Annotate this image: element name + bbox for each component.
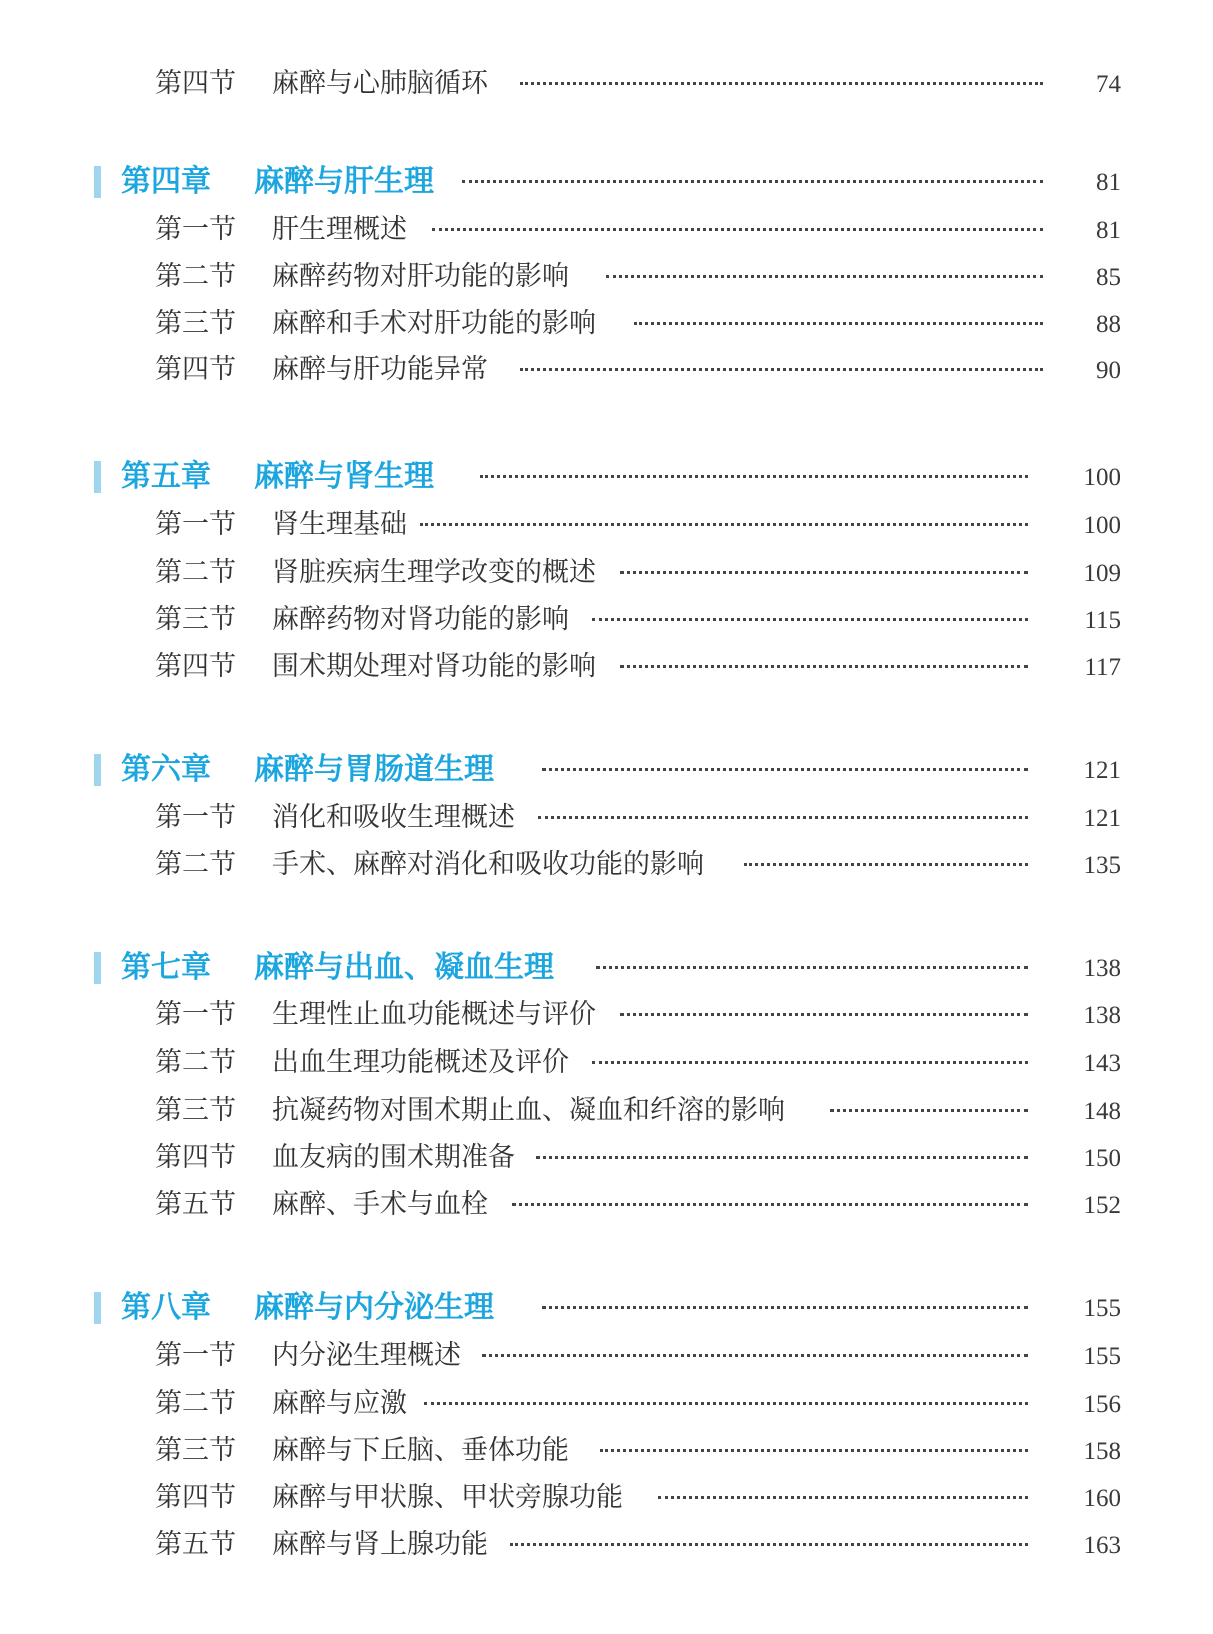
toc-section-entry[interactable] [0,645,1213,689]
section-number: 第一节 [155,1340,236,1371]
toc-section-entry[interactable] [0,1382,1213,1426]
page-number: 155 [1083,1343,1121,1370]
toc-section-entry[interactable] [0,993,1213,1037]
chapter-number: 第五章 [121,459,211,494]
page-number: 160 [1083,1485,1121,1512]
page-number: 90 [1096,357,1121,384]
chapter-number: 第七章 [121,950,211,985]
dot-leader [520,82,1043,85]
section-number: 第四节 [155,68,236,99]
toc-chapter-entry[interactable] [0,160,1213,204]
dot-leader [592,1061,1028,1064]
dot-leader [542,768,1028,771]
section-title: 麻醉与应激 [272,1388,407,1419]
toc-section-entry[interactable] [0,1476,1213,1520]
dot-leader [536,1156,1028,1159]
page-number: 156 [1083,1391,1121,1418]
chapter-marker-bar [94,952,101,984]
section-title: 麻醉与心肺脑循环 [272,68,488,99]
toc-section-entry[interactable] [0,1136,1213,1180]
toc-section-entry[interactable] [0,1041,1213,1085]
page-number: 121 [1083,805,1121,832]
section-number: 第二节 [155,1388,236,1419]
toc-chapter-entry[interactable] [0,455,1213,499]
page-number: 155 [1083,1295,1121,1322]
chapter-marker-bar [94,166,101,198]
toc-section-entry[interactable] [0,1089,1213,1133]
toc-section-entry[interactable] [0,1429,1213,1473]
page-number: 138 [1083,1002,1121,1029]
section-title: 麻醉、手术与血栓 [272,1189,488,1220]
section-title: 麻醉与肾上腺功能 [272,1529,488,1560]
page-number: 74 [1096,71,1121,98]
page-number: 152 [1083,1192,1121,1219]
dot-leader [830,1109,1028,1112]
section-title: 生理性止血功能概述与评价 [272,999,596,1030]
chapter-title: 麻醉与肾生理 [254,459,434,494]
dot-leader [480,475,1028,478]
toc-chapter-entry[interactable] [0,1286,1213,1330]
page-number: 143 [1083,1050,1121,1077]
page-number: 88 [1096,311,1121,338]
dot-leader [462,180,1043,183]
dot-leader [658,1496,1028,1499]
section-title: 肾生理基础 [272,509,407,540]
page-number: 100 [1083,512,1121,539]
dot-leader [538,816,1028,819]
chapter-title: 麻醉与出血、凝血生理 [254,950,554,985]
section-number: 第二节 [155,261,236,292]
dot-leader [596,966,1028,969]
section-number: 第四节 [155,1482,236,1513]
dot-leader [634,322,1043,325]
page-number: 148 [1083,1098,1121,1125]
dot-leader [620,1013,1028,1016]
toc-section-entry[interactable] [0,503,1213,547]
toc-section-entry[interactable] [0,348,1213,392]
section-number: 第三节 [155,604,236,635]
section-number: 第五节 [155,1529,236,1560]
dot-leader [606,275,1043,278]
section-number: 第二节 [155,557,236,588]
dot-leader [520,368,1043,371]
section-number: 第三节 [155,1095,236,1126]
toc-section-entry[interactable] [0,843,1213,887]
page-number: 81 [1096,169,1121,196]
page-number: 121 [1083,757,1121,784]
chapter-title: 麻醉与胃肠道生理 [254,752,494,787]
toc-chapter-entry[interactable] [0,946,1213,990]
section-title: 麻醉与下丘脑、垂体功能 [272,1435,569,1466]
dot-leader [432,228,1043,231]
toc-section-entry[interactable] [0,1334,1213,1378]
page-number: 138 [1083,955,1121,982]
section-title: 内分泌生理概述 [272,1340,461,1371]
page-number: 100 [1083,464,1121,491]
section-title: 麻醉药物对肾功能的影响 [272,604,569,635]
toc-section-entry[interactable] [0,208,1213,252]
toc-section-entry[interactable] [0,255,1213,299]
section-title: 出血生理功能概述及评价 [272,1047,569,1078]
page-number: 158 [1083,1438,1121,1465]
dot-leader [620,571,1028,574]
chapter-marker-bar [94,1292,101,1324]
dot-leader [542,1306,1028,1309]
page-number: 115 [1084,607,1121,634]
section-number: 第四节 [155,354,236,385]
toc-section-entry[interactable] [0,796,1213,840]
chapter-number: 第四章 [121,164,211,199]
page-number: 150 [1083,1145,1121,1172]
chapter-number: 第八章 [121,1290,211,1325]
section-title: 血友病的围术期准备 [272,1142,515,1173]
section-title: 麻醉药物对肝功能的影响 [272,261,569,292]
page-number: 135 [1083,852,1121,879]
dot-leader [620,665,1028,668]
section-title: 麻醉与肝功能异常 [272,354,488,385]
dot-leader [510,1543,1028,1546]
section-number: 第一节 [155,802,236,833]
section-title: 麻醉和手术对肝功能的影响 [272,308,596,339]
chapter-marker-bar [94,461,101,493]
section-number: 第三节 [155,1435,236,1466]
chapter-number: 第六章 [121,752,211,787]
chapter-title: 麻醉与肝生理 [254,164,434,199]
section-title: 抗凝药物对围术期止血、凝血和纤溶的影响 [272,1095,785,1126]
toc-section-entry[interactable] [0,1183,1213,1227]
section-number: 第五节 [155,1189,236,1220]
page-number: 85 [1096,264,1121,291]
dot-leader [482,1354,1028,1357]
section-number: 第一节 [155,999,236,1030]
section-number: 第二节 [155,849,236,880]
chapter-title: 麻醉与内分泌生理 [254,1290,494,1325]
section-title: 消化和吸收生理概述 [272,802,515,833]
section-title: 围术期处理对肾功能的影响 [272,651,596,682]
chapter-marker-bar [94,754,101,786]
section-number: 第二节 [155,1047,236,1078]
toc-section-entry[interactable] [0,1523,1213,1567]
section-number: 第一节 [155,214,236,245]
section-number: 第四节 [155,651,236,682]
dot-leader [592,618,1028,621]
page-number: 109 [1083,560,1121,587]
section-title: 肾脏疾病生理学改变的概述 [272,557,596,588]
page-number: 81 [1096,217,1121,244]
dot-leader [420,523,1028,526]
dot-leader [600,1449,1028,1452]
section-title: 手术、麻醉对消化和吸收功能的影响 [272,849,704,880]
dot-leader [424,1402,1028,1405]
section-number: 第四节 [155,1142,236,1173]
section-title: 肝生理概述 [272,214,407,245]
section-number: 第一节 [155,509,236,540]
toc-section-entry[interactable] [0,551,1213,595]
page-number: 117 [1084,654,1121,681]
dot-leader [744,863,1028,866]
toc-section-entry[interactable] [0,302,1213,346]
toc-chapter-entry[interactable] [0,748,1213,792]
section-number: 第三节 [155,308,236,339]
dot-leader [512,1203,1028,1206]
section-title: 麻醉与甲状腺、甲状旁腺功能 [272,1482,623,1513]
page-number: 163 [1083,1532,1121,1559]
toc-section-entry[interactable] [0,598,1213,642]
toc-section-entry[interactable] [0,62,1213,106]
